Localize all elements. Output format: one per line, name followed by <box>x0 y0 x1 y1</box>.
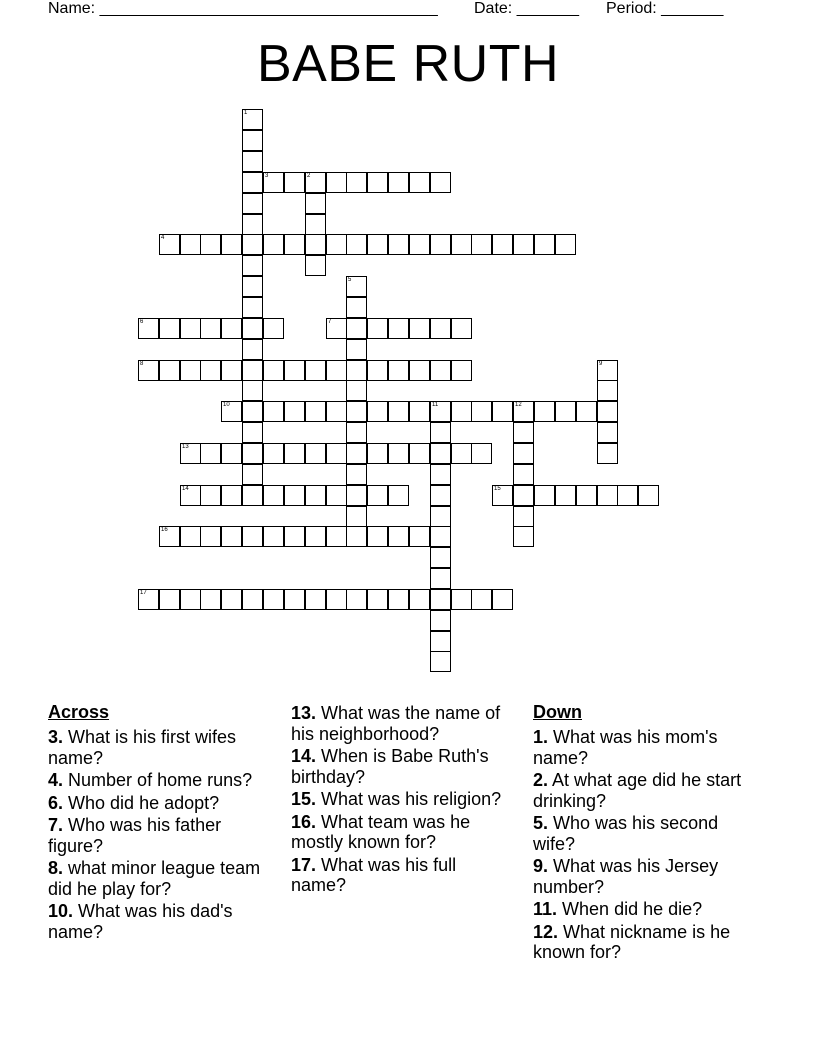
clue-across: 4. Number of home runs? <box>48 770 253 790</box>
crossword-cell[interactable] <box>367 234 388 255</box>
crossword-cell[interactable] <box>388 234 409 255</box>
crossword-cell[interactable] <box>555 234 576 255</box>
crossword-cell[interactable] <box>388 526 409 547</box>
crossword-cell[interactable] <box>242 255 263 276</box>
crossword-cell[interactable] <box>305 526 326 547</box>
clue-number: 8 <box>140 361 144 367</box>
crossword-cell[interactable] <box>326 401 347 422</box>
crossword-cell[interactable] <box>305 401 326 422</box>
clue-down: 1. What was his mom's name? <box>533 727 718 768</box>
crossword-cell[interactable] <box>159 234 180 255</box>
crossword-cell[interactable] <box>388 401 409 422</box>
crossword-cell[interactable] <box>555 401 576 422</box>
crossword-cell[interactable] <box>305 234 326 255</box>
crossword-cell[interactable] <box>430 547 451 568</box>
crossword-cell[interactable] <box>492 485 513 506</box>
crossword-cell[interactable] <box>305 485 326 506</box>
crossword-cell[interactable] <box>221 234 242 255</box>
crossword-cell[interactable] <box>388 318 409 339</box>
crossword-cell[interactable] <box>430 568 451 589</box>
crossword-cell[interactable] <box>597 360 618 381</box>
crossword-cell[interactable] <box>346 380 367 401</box>
crossword-cell[interactable] <box>346 464 367 485</box>
crossword-cell[interactable] <box>284 360 305 381</box>
crossword-cell[interactable] <box>159 318 180 339</box>
crossword-cell[interactable] <box>430 172 451 193</box>
crossword-cell[interactable] <box>430 631 451 652</box>
crossword-cell[interactable] <box>305 193 326 214</box>
crossword-cell[interactable] <box>617 485 638 506</box>
crossword-cell[interactable] <box>430 234 451 255</box>
crossword-cell[interactable] <box>346 172 367 193</box>
crossword-cell[interactable] <box>346 276 367 297</box>
crossword-cell[interactable] <box>221 485 242 506</box>
crossword-cell[interactable] <box>367 485 388 506</box>
crossword-cell[interactable] <box>367 172 388 193</box>
crossword-cell[interactable] <box>409 360 430 381</box>
crossword-cell[interactable] <box>221 401 242 422</box>
clue-number: 16 <box>161 527 168 533</box>
clue-down: 5. Who was his second wife? <box>533 813 719 854</box>
crossword-cell[interactable] <box>367 360 388 381</box>
clue-number: 1 <box>244 110 248 116</box>
crossword-cell[interactable] <box>430 318 451 339</box>
crossword-cell[interactable] <box>346 443 367 464</box>
crossword-cell[interactable] <box>180 234 201 255</box>
crossword-cell[interactable] <box>159 360 180 381</box>
crossword-cell[interactable] <box>367 589 388 610</box>
crossword-cell[interactable] <box>367 443 388 464</box>
crossword-cell[interactable] <box>242 360 263 381</box>
crossword-cell[interactable] <box>284 172 305 193</box>
crossword-cell[interactable] <box>492 234 513 255</box>
crossword-cell[interactable] <box>326 589 347 610</box>
clue-across: 16. What team was he mostly known for? <box>291 811 471 852</box>
crossword-cell[interactable] <box>221 318 242 339</box>
crossword-cell[interactable] <box>346 318 367 339</box>
crossword-cell[interactable] <box>326 234 347 255</box>
crossword-cell[interactable] <box>284 526 305 547</box>
crossword-cell[interactable] <box>284 234 305 255</box>
crossword-cell[interactable] <box>305 172 326 193</box>
crossword-cell[interactable] <box>242 339 263 360</box>
crossword-cell[interactable] <box>242 401 263 422</box>
crossword-cell[interactable] <box>326 526 347 547</box>
crossword-cell[interactable] <box>409 443 430 464</box>
crossword-cell[interactable] <box>513 422 534 443</box>
crossword-cell[interactable] <box>242 589 263 610</box>
crossword-cell[interactable] <box>180 526 201 547</box>
crossword-cell[interactable] <box>346 589 367 610</box>
crossword-cell[interactable] <box>409 234 430 255</box>
crossword-cell[interactable] <box>388 589 409 610</box>
crossword-cell[interactable] <box>409 589 430 610</box>
crossword-cell[interactable] <box>346 234 367 255</box>
clue-number: 13 <box>182 444 189 450</box>
clue-number: 5 <box>348 277 352 283</box>
crossword-cell[interactable] <box>471 234 492 255</box>
crossword-cell[interactable] <box>221 443 242 464</box>
crossword-cell[interactable] <box>305 360 326 381</box>
crossword-cell[interactable] <box>180 443 201 464</box>
clue-down: 12. What nickname is he known for? <box>533 921 731 962</box>
crossword-cell[interactable] <box>367 526 388 547</box>
crossword-cell[interactable] <box>305 255 326 276</box>
crossword-cell[interactable] <box>263 318 284 339</box>
crossword-cell[interactable] <box>388 485 409 506</box>
crossword-cell[interactable] <box>200 526 221 547</box>
clue-across: 6. Who did he adopt? <box>48 792 220 813</box>
crossword-cell[interactable] <box>326 485 347 506</box>
period-field[interactable]: Period: _______ <box>606 0 724 17</box>
crossword-cell[interactable] <box>346 360 367 381</box>
crossword-cell[interactable] <box>200 360 221 381</box>
crossword-cell[interactable] <box>159 589 180 610</box>
crossword-cell[interactable] <box>346 422 367 443</box>
crossword-cell[interactable] <box>409 401 430 422</box>
crossword-cell[interactable] <box>326 443 347 464</box>
crossword-cell[interactable] <box>430 610 451 631</box>
crossword-cell[interactable] <box>263 485 284 506</box>
clue-number: 7 <box>328 319 332 325</box>
crossword-cell[interactable] <box>326 172 347 193</box>
crossword-cell[interactable] <box>513 506 534 527</box>
crossword-cell[interactable] <box>263 172 284 193</box>
crossword-cell[interactable] <box>346 526 367 547</box>
crossword-cell[interactable] <box>534 485 555 506</box>
down-clues-column <box>533 702 748 965</box>
crossword-cell[interactable] <box>305 214 326 235</box>
crossword-cell[interactable] <box>430 422 451 443</box>
clue-across: 3. What is his first wifes name? <box>48 727 237 768</box>
crossword-cell[interactable] <box>576 401 597 422</box>
clue-down: 11. When did he die? <box>533 899 703 919</box>
crossword-cell[interactable] <box>284 443 305 464</box>
crossword-cell[interactable] <box>534 401 555 422</box>
clue-number: 4 <box>161 235 165 241</box>
crossword-cell[interactable] <box>430 651 451 672</box>
clue-number: 14 <box>182 486 189 492</box>
crossword-cell[interactable] <box>430 443 451 464</box>
crossword-cell[interactable] <box>242 526 263 547</box>
clue-across: 15. What was his religion? <box>291 789 502 809</box>
crossword-cell[interactable] <box>180 360 201 381</box>
crossword-cell[interactable] <box>242 151 263 172</box>
crossword-cell[interactable] <box>534 234 555 255</box>
crossword-cell[interactable] <box>346 485 367 506</box>
crossword-cell[interactable] <box>221 526 242 547</box>
clue-across: 14. When is Babe Ruth's birthday? <box>291 746 489 787</box>
clue-across: 17. What was his full name? <box>291 854 457 895</box>
crossword-cell[interactable] <box>367 318 388 339</box>
crossword-cell[interactable] <box>430 506 451 527</box>
crossword-cell[interactable] <box>576 485 597 506</box>
clue-down: 9. What was his Jersey number? <box>533 856 719 897</box>
name-field[interactable]: Name: ______________________________________ <box>48 0 438 17</box>
crossword-cell[interactable] <box>263 234 284 255</box>
crossword-cell[interactable] <box>284 401 305 422</box>
clue-number: 10 <box>223 402 230 408</box>
crossword-cell[interactable] <box>471 443 492 464</box>
crossword-cell[interactable] <box>388 360 409 381</box>
crossword-cell[interactable] <box>326 360 347 381</box>
crossword-cell[interactable] <box>326 318 347 339</box>
crossword-cell[interactable] <box>242 276 263 297</box>
crossword-cell[interactable] <box>242 214 263 235</box>
clue-number: 2 <box>307 173 311 179</box>
clue-across: 7. Who was his father figure? <box>48 815 222 856</box>
crossword-cell[interactable] <box>409 318 430 339</box>
crossword-cell[interactable] <box>242 234 263 255</box>
crossword-cell[interactable] <box>513 464 534 485</box>
crossword-cell[interactable] <box>430 589 451 610</box>
crossword-cell[interactable] <box>221 589 242 610</box>
crossword-cell[interactable] <box>513 443 534 464</box>
clue-across: 8. what minor league team did he play for? <box>48 858 261 899</box>
crossword-cell[interactable] <box>451 589 472 610</box>
crossword-cell[interactable] <box>638 485 659 506</box>
crossword-cell[interactable] <box>242 297 263 318</box>
crossword-cell[interactable] <box>242 422 263 443</box>
crossword-cell[interactable] <box>451 401 472 422</box>
crossword-cell[interactable] <box>388 172 409 193</box>
crossword-cell[interactable] <box>242 443 263 464</box>
clue-number: 15 <box>494 486 501 492</box>
crossword-cell[interactable] <box>200 485 221 506</box>
crossword-cell[interactable] <box>263 401 284 422</box>
crossword-cell[interactable] <box>409 172 430 193</box>
crossword-cell[interactable] <box>180 318 201 339</box>
crossword-cell[interactable] <box>346 401 367 422</box>
crossword-cell[interactable] <box>180 485 201 506</box>
clue-across: 13. What was the name of his neighborhood? <box>291 703 501 744</box>
crossword-cell[interactable] <box>200 443 221 464</box>
clue-number: 6 <box>140 319 144 325</box>
crossword-cell[interactable] <box>451 318 472 339</box>
crossword-cell[interactable] <box>159 526 180 547</box>
clue-number: 3 <box>265 173 269 179</box>
crossword-cell[interactable] <box>221 360 242 381</box>
across-clues-column-2 <box>291 703 516 898</box>
crossword-cell[interactable] <box>430 464 451 485</box>
crossword-cell[interactable] <box>242 130 263 151</box>
crossword-cell[interactable] <box>513 401 534 422</box>
crossword-cell[interactable] <box>284 485 305 506</box>
across-heading: Across <box>48 702 110 722</box>
crossword-cell[interactable] <box>513 234 534 255</box>
clue-across: 10. What was his dad's name? <box>48 901 233 942</box>
crossword-cell[interactable] <box>284 589 305 610</box>
crossword-cell[interactable] <box>451 360 472 381</box>
crossword-cell[interactable] <box>513 526 534 547</box>
clue-number: 11 <box>432 402 439 408</box>
crossword-cell[interactable] <box>492 589 513 610</box>
crossword-cell[interactable] <box>430 360 451 381</box>
crossword-cell[interactable] <box>263 443 284 464</box>
crossword-cell[interactable] <box>471 589 492 610</box>
crossword-cell[interactable] <box>430 526 451 547</box>
crossword-cell[interactable] <box>492 401 513 422</box>
crossword-cell[interactable] <box>597 443 618 464</box>
crossword-cell[interactable] <box>138 360 159 381</box>
crossword-cell[interactable] <box>409 526 430 547</box>
crossword-cell[interactable] <box>200 318 221 339</box>
crossword-cell[interactable] <box>200 234 221 255</box>
crossword-cell[interactable] <box>597 485 618 506</box>
crossword-cell[interactable] <box>305 443 326 464</box>
crossword-cell[interactable] <box>263 360 284 381</box>
crossword-cell[interactable] <box>555 485 576 506</box>
crossword-cell[interactable] <box>200 589 221 610</box>
crossword-cell[interactable] <box>242 109 263 130</box>
crossword-cell[interactable] <box>597 380 618 401</box>
across-clues-column-1 <box>48 702 278 944</box>
crossword-cell[interactable] <box>138 589 159 610</box>
crossword-cell[interactable] <box>430 485 451 506</box>
page-title: BABE RUTH <box>256 35 560 93</box>
crossword-cell[interactable] <box>451 443 472 464</box>
clue-number: 17 <box>140 590 147 596</box>
crossword-cell[interactable] <box>388 443 409 464</box>
clue-number: 9 <box>599 361 603 367</box>
down-heading: Down <box>533 702 582 722</box>
crossword-cell[interactable] <box>346 297 367 318</box>
crossword-cell[interactable] <box>242 485 263 506</box>
crossword-cell[interactable] <box>263 526 284 547</box>
crossword-cell[interactable] <box>346 506 367 527</box>
crossword-cell[interactable] <box>597 422 618 443</box>
crossword-cell[interactable] <box>242 318 263 339</box>
crossword-cell[interactable] <box>513 485 534 506</box>
crossword-cell[interactable] <box>305 589 326 610</box>
crossword-cell[interactable] <box>180 589 201 610</box>
date-field[interactable]: Date: _______ <box>474 0 579 17</box>
crossword-cell[interactable] <box>451 234 472 255</box>
crossword-cell[interactable] <box>346 339 367 360</box>
crossword-cell[interactable] <box>367 401 388 422</box>
crossword-cell[interactable] <box>138 318 159 339</box>
crossword-cell[interactable] <box>430 401 451 422</box>
crossword-cell[interactable] <box>263 589 284 610</box>
crossword-cell[interactable] <box>242 172 263 193</box>
clue-down: 2. At what age did he start drinking? <box>533 770 742 811</box>
crossword-cell[interactable] <box>597 401 618 422</box>
crossword-cell[interactable] <box>242 464 263 485</box>
crossword-cell[interactable] <box>242 380 263 401</box>
crossword-cell[interactable] <box>242 193 263 214</box>
crossword-cell[interactable] <box>471 401 492 422</box>
clue-number: 12 <box>515 402 522 408</box>
